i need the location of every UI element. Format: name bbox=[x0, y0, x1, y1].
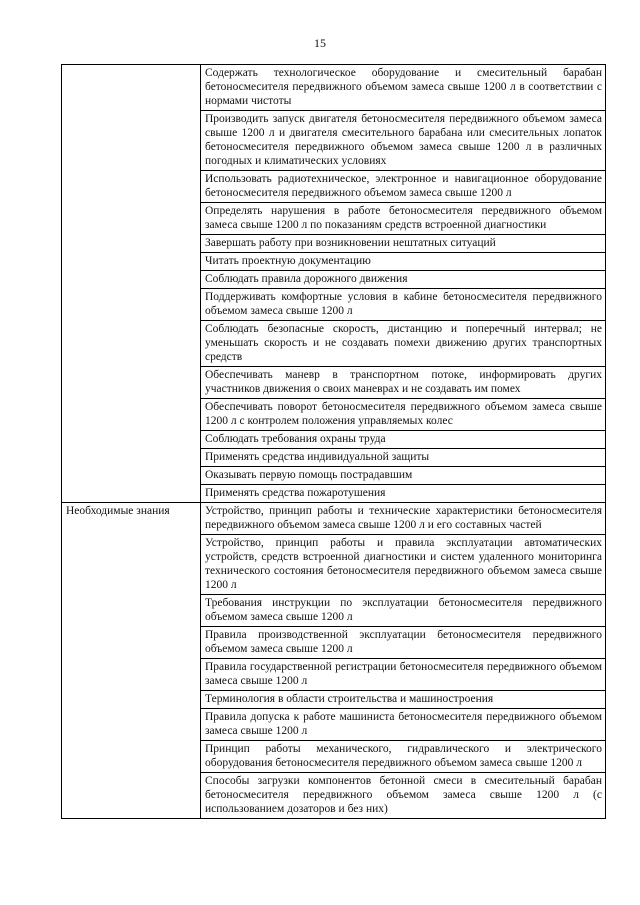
requirement-item: Применять средства пожаротушения bbox=[201, 485, 606, 503]
requirement-item: Требования инструкции по эксплуатации бетоносмесителя передвижного объемом замеса свыше 1200 л bbox=[201, 595, 606, 627]
requirement-item: Применять средства индивидуальной защиты bbox=[201, 449, 606, 467]
requirement-item: Завершать работу при возникновении нештатных ситуаций bbox=[201, 235, 606, 253]
requirement-item: Определять нарушения в работе бетоносмесителя передвижного объемом замеса свыше 1200 л по показаниям средств встроенной диагностики bbox=[201, 203, 606, 235]
requirement-item: Правила допуска к работе машиниста бетоносмесителя передвижного объемом замеса свыше 1200 л bbox=[201, 709, 606, 741]
requirement-item: Соблюдать безопасные скорость, дистанцию и поперечный интервал; не уменьшать скорость и не создавать помехи движению других транспортных средств bbox=[201, 321, 606, 367]
requirement-item: Обеспечивать поворот бетоносмесителя передвижного объемом замеса свыше 1200 л с контролем положения управляемых колес bbox=[201, 399, 606, 431]
requirement-item: Читать проектную документацию bbox=[201, 253, 606, 271]
requirements-table bbox=[61, 64, 606, 819]
requirement-item: Принцип работы механического, гидравлического и электрического оборудования бетоносмесителя передвижного объемом замеса свыше 1200 л bbox=[201, 741, 606, 773]
requirement-item: Терминология в области строительства и машиностроения bbox=[201, 691, 606, 709]
requirement-item: Правила государственной регистрации бетоносмесителя передвижного объемом замеса свыше 1200 л bbox=[201, 659, 606, 691]
requirement-item: Устройство, принцип работы и правила эксплуатации автоматических устройств, средств встроенной диагностики и систем удаленного мониторинга технического состояния бетоносмесителя передвижного объемом замеса свыше 1200 л bbox=[201, 535, 606, 595]
requirement-item: Правила производственной эксплуатации бетоносмесителя передвижного объемом замеса свыше 1200 л bbox=[201, 627, 606, 659]
requirement-item: Поддерживать комфортные условия в кабине бетоносмесителя передвижного объемом замеса свыше 1200 л bbox=[201, 289, 606, 321]
requirement-item: Соблюдать правила дорожного движения bbox=[201, 271, 606, 289]
page-number: 15 bbox=[314, 36, 326, 50]
table-row bbox=[62, 65, 606, 111]
requirement-item: Способы загрузки компонентов бетонной смеси в смесительный барабан бетоносмесителя передвижного объемом замеса свыше 1200 л (с использованием дозаторов и без них) bbox=[201, 773, 606, 819]
requirement-item: Оказывать первую помощь пострадавшим bbox=[201, 467, 606, 485]
table-row bbox=[62, 503, 606, 535]
requirement-item: Производить запуск двигателя бетоносмесителя передвижного объемом замеса свыше 1200 л и двигателя смесительного барабана или смесительных лопаток бетоносмесителя передвижного объемом замеса свыше 1200 л в различных погодных и климатических условиях bbox=[201, 111, 606, 171]
requirement-item: Соблюдать требования охраны труда bbox=[201, 431, 606, 449]
requirement-item: Использовать радиотехническое, электронное и навигационное оборудование бетоносмесителя передвижного объемом замеса свыше 1200 л bbox=[201, 171, 606, 203]
group-label bbox=[62, 65, 201, 503]
requirement-item: Содержать технологическое оборудование и смесительный барабан бетоносмесителя передвижного объемом замеса свыше 1200 л в соответствии с нормами чистоты bbox=[201, 65, 606, 111]
requirement-item: Устройство, принцип работы и технические характеристики бетоносмесителя передвижного объемом замеса свыше 1200 л и его составных частей bbox=[201, 503, 606, 535]
requirement-item: Обеспечивать маневр в транспортном потоке, информировать других участников движения о своих маневрах и не создавать им помех bbox=[201, 367, 606, 399]
group-label: Необходимые знания bbox=[62, 503, 201, 819]
